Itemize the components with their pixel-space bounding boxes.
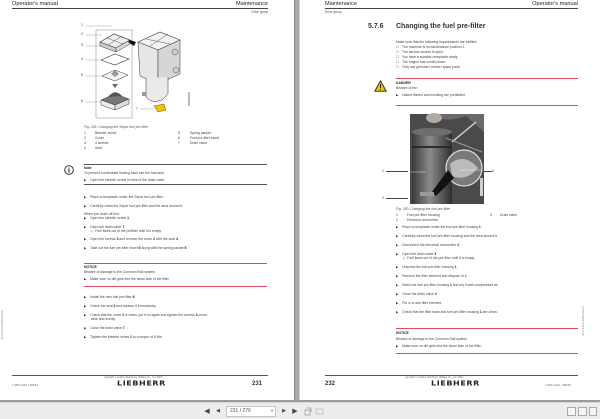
step-continued: wise and evenly. xyxy=(91,317,116,321)
danger-label: DANGER xyxy=(396,81,411,85)
header-right: Maintenance xyxy=(235,1,268,7)
notice-bottom-rule xyxy=(84,286,267,287)
notice-label: NOTICE xyxy=(84,265,97,269)
notice-bottom-rule xyxy=(396,353,578,354)
callout-1: 1 xyxy=(382,169,384,173)
section-title: Changing the fuel pre-filter xyxy=(396,23,486,30)
page-number-input[interactable]: 231 / 276 xyxy=(226,406,276,417)
step: ▶ Check that the cover 2 is clean, put it on again and tighten the screws 3 cross- xyxy=(84,313,208,317)
footer-doc-number: L 580-1412 / 28181 xyxy=(12,383,38,387)
step: ▶ Put in a new filter element. xyxy=(396,301,442,305)
legend-text: Seal xyxy=(95,146,102,150)
requirement-item: ☐ The machine is in maintenance position 1. xyxy=(396,45,465,49)
step: ▶ Wash the fuel pre-filter housing 1 and dry it with compressed air. xyxy=(396,283,499,287)
legend-text: Fuel pre-filter insert xyxy=(190,136,220,140)
next-page-icon[interactable]: ▶ xyxy=(282,408,286,414)
step-result: ▷ Fuel flows out of the pre-filter until it is empty. xyxy=(403,256,475,260)
fuel-prefilter-photo xyxy=(396,112,486,204)
continuous-icon[interactable] xyxy=(589,407,597,416)
callout-2: 2 xyxy=(81,32,83,36)
step: ▶ Carefully clean the Separ fuel pre-filter and the area around it. xyxy=(84,204,183,208)
legend-text: Drain valve xyxy=(500,213,517,217)
notice-step: ▶ Make sure no dirt gets into the clean side of the filter. xyxy=(84,277,170,281)
legend-number: 2 xyxy=(396,218,398,222)
requirements-intro: Make sure that the following requirements are fulfilled: xyxy=(396,40,478,44)
svg-text:i: i xyxy=(68,166,70,175)
side-doc-code: LWT/10/2014/00000-DE/EN xyxy=(1,310,4,340)
legend-number: 2 xyxy=(84,136,86,140)
requirement-item: ☐ The service access is open. xyxy=(396,50,444,54)
figure-caption: Fig. 250: Changing the fuel pre-filter xyxy=(396,207,451,211)
legend-text: Electrical connection xyxy=(407,218,439,222)
callout-5: 5 xyxy=(81,73,83,77)
notice-text: Beware of damage to the Common Rail system. xyxy=(396,337,468,341)
requirement-item: ☐ The engine has cooled down. xyxy=(396,60,446,64)
step: ▶ Open the screws 3 and remove the cover 2 with the seal 4. xyxy=(84,237,179,241)
page-232 xyxy=(300,0,600,400)
callout-1: 1 xyxy=(81,23,83,27)
step: ▶ Install the new fuel pre-filter 6. xyxy=(84,295,135,299)
side-doc-code: LWT/10/2014/00000-DE/EN xyxy=(582,306,585,336)
header-left: Operator's manual xyxy=(12,1,58,7)
previous-page-icon[interactable]: ◀ xyxy=(216,408,220,414)
fit-icon[interactable] xyxy=(315,407,324,416)
danger-bottom-rule xyxy=(396,105,578,106)
note-label: Note xyxy=(84,166,92,170)
liebherr-logo: LIEBHERR xyxy=(117,379,166,388)
notice-text: Beware of damage to the Common Rail system. xyxy=(84,270,156,274)
legend-number: 6 xyxy=(178,136,180,140)
footer-copyright: copyright © Liebherr Machinery (Dalian) Co., Ltd. 2015 xyxy=(405,376,463,379)
step: ▶ Check the seal 4 and replace it if necessary. xyxy=(84,304,156,308)
step: ▶ Tighten the bleeder screw 1 to a torque of 6 Nm. xyxy=(84,335,163,339)
step: ▶ Open the bleeder screw 1. xyxy=(84,216,130,220)
requirement-item: ☐ Only use genuine Liebherr spare parts. xyxy=(396,65,461,69)
legend-text: Spring packet xyxy=(190,131,211,135)
step: ▶ Take out the fuel pre-filter insert 6 along with the spring packet 5. xyxy=(84,246,187,250)
legend-text: Fuel pre-filter housing xyxy=(407,213,440,217)
figure-249 xyxy=(80,22,200,122)
legend-text: Drain valve xyxy=(190,141,207,145)
header-rule xyxy=(325,8,578,9)
step: ▶ Open the drain valve 3. xyxy=(396,252,437,256)
step: ▶ Check that the filter base and fuel pre-filter housing 1 are clean. xyxy=(396,310,498,314)
figure-250 xyxy=(382,112,494,204)
separ-filter-illustration xyxy=(80,22,200,122)
callout-6: 6 xyxy=(81,99,83,103)
figure-caption: Fig. 249: Changing the Separ fuel pre-filter xyxy=(84,125,149,129)
page-231 xyxy=(0,0,294,400)
subheader: Drive group xyxy=(325,10,342,14)
footer-copyright: copyright © Liebherr Machinery (Dalian) Co., Ltd. 2015 xyxy=(104,376,162,379)
step: ▶ Open the drain valve 7. xyxy=(84,225,125,229)
callout-line xyxy=(386,171,408,172)
danger-text: Beware of fire: xyxy=(396,86,418,90)
callout-line xyxy=(386,198,408,199)
note-top-rule xyxy=(84,164,267,165)
step: ▶ Remove the filter element and dispose of it. xyxy=(396,274,467,278)
callout-line xyxy=(484,171,492,172)
rotate-icon[interactable] xyxy=(304,407,313,416)
callout-7: 7 xyxy=(136,107,138,111)
notice-label: NOTICE xyxy=(396,331,409,335)
callout-2: 2 xyxy=(382,196,384,200)
legend-text: Bleeder screw xyxy=(95,131,117,135)
step: ▶ Close the drain valve 3. xyxy=(396,292,438,296)
legend-number: 5 xyxy=(178,131,180,135)
note-step: ▶ Open the bleeder screw in front of the drain valve. xyxy=(84,178,165,182)
subheader: Drive group xyxy=(251,10,268,14)
liebherr-logo: LIEBHERR xyxy=(431,379,480,388)
danger-step: ▶ Naked flames and smoking are prohibited. xyxy=(396,93,466,97)
drain-intro: When you drain off fuel: xyxy=(84,212,120,216)
step: ▶ Unscrew the fuel pre-filter housing 1. xyxy=(396,265,457,269)
single-page-icon[interactable] xyxy=(567,407,576,416)
legend-number: 3 xyxy=(84,141,86,145)
legend-number: 1 xyxy=(84,131,86,135)
warning-triangle-icon xyxy=(374,80,387,92)
legend-number: 3 xyxy=(490,213,492,217)
first-page-icon[interactable]: ◀​ xyxy=(204,408,210,415)
page-dropdown-arrow-icon[interactable]: ▾ xyxy=(271,408,274,413)
footer-doc-number: L 580-1412 / 28181 xyxy=(545,383,571,387)
note-bottom-rule xyxy=(84,184,267,185)
callout-3: 3 xyxy=(492,169,494,173)
header-rule xyxy=(12,8,268,9)
info-icon xyxy=(64,165,74,175)
note-text: To prevent condensate flowing back into the fuel tank: xyxy=(84,171,165,175)
step: ▶ Close the drain valve 7. xyxy=(84,326,126,330)
notice-step: ▶ Make sure no dirt gets into the clean side of the filter. xyxy=(396,344,482,348)
requirement-item: ☐ You have a suitable receptacle ready. xyxy=(396,55,458,59)
callout-3: 3 xyxy=(81,43,83,47)
two-page-icon[interactable] xyxy=(578,407,587,416)
legend-number: 4 xyxy=(84,146,86,150)
viewer-toolbar xyxy=(0,402,600,419)
legend-number: 7 xyxy=(178,141,180,145)
header-right: Operator's manual xyxy=(532,1,578,7)
step: ▶ Place a receptacle under the fuel pre-filter housing 1. xyxy=(396,225,482,229)
danger-top-rule xyxy=(396,78,578,79)
header-left: Maintenance xyxy=(325,1,358,7)
page-number: 232 xyxy=(325,381,336,387)
legend-text: Cover xyxy=(95,136,105,140)
step: ▶ Disconnect the electrical connection 2. xyxy=(396,243,460,247)
legend-text: 4 screws xyxy=(95,141,109,145)
section-number: 5.7.6 xyxy=(368,23,384,30)
step: ▶ Carefully clean the fuel pre-filter housing and the area around it. xyxy=(396,234,498,238)
step-result: ▷ Fuel flows out of the prefilter until it is empty. xyxy=(91,229,162,233)
notice-top-rule xyxy=(84,263,267,264)
legend-number: 1 xyxy=(396,213,398,217)
step: ▶ Place a receptacle under the Separ fuel pre-filter. xyxy=(84,195,164,199)
last-page-icon[interactable]: ▶ xyxy=(292,408,298,415)
page-number: 231 xyxy=(252,381,263,387)
callout-4: 4 xyxy=(81,57,83,61)
notice-top-rule xyxy=(396,328,578,329)
